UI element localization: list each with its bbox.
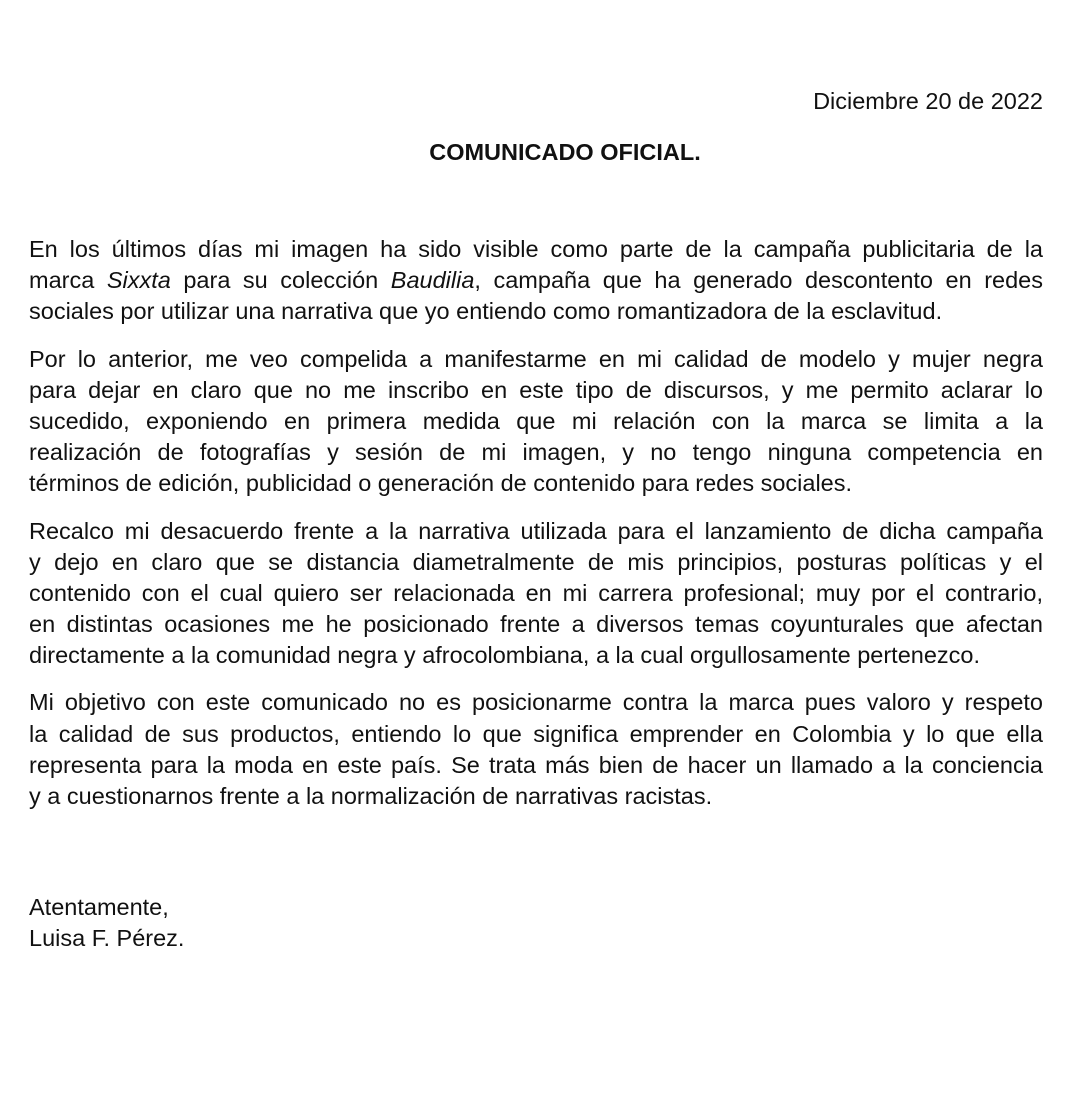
paragraph xyxy=(29,234,1043,328)
paragraph-line: Recalco mi desacuerdo frente a la narrativa utilizada para el lanzamiento de dicha campaña xyxy=(29,517,1043,544)
paragraph-line: y dejo en claro que se distancia diametralmente de mis principios, posturas políticas y el xyxy=(29,548,1043,575)
signature-name: Luisa F. Pérez. xyxy=(29,925,185,952)
paragraph xyxy=(29,344,1043,500)
paragraph-line: la calidad de sus productos, entiendo lo que significa emprender en Colombia y lo que ella xyxy=(29,720,1043,747)
paragraph-line: sociales por utilizar una narrativa que yo entiendo como romantizadora de la esclavitud. xyxy=(29,298,943,325)
italic-brand-name: Sixxta xyxy=(106,267,171,294)
paragraph-line: contenido con el cual quiero ser relacionada en mi carrera profesional; muy por el contrario, xyxy=(29,579,1043,606)
paragraph-line: En los últimos días mi imagen ha sido visible como parte de la campaña publicitaria de la xyxy=(29,236,1043,262)
paragraph-line: para dejar en claro que no me inscribo en este tipo de discursos, y me permito aclarar lo xyxy=(29,376,1043,403)
closing-block xyxy=(29,892,184,954)
document-date: Diciembre 20 de 2022 xyxy=(813,88,1043,114)
paragraph-line: directamente a la comunidad negra y afrocolombiana, a la cual orgullosamente pertenezco. xyxy=(29,642,981,669)
closing-salutation: Atentamente, xyxy=(29,894,169,920)
paragraph xyxy=(29,687,1043,812)
paragraph-line: sucedido, exponiendo en primera medida que mi relación con la marca se limita a la xyxy=(29,407,1043,434)
paragraph-line: marca Sixxta para su colección Baudilia, campaña que ha generado descontento en redes xyxy=(29,267,1043,294)
document-body xyxy=(29,234,1043,828)
italic-brand-name: Baudilia xyxy=(390,267,475,294)
paragraph-line: realización de fotografías y sesión de mi imagen, y no tengo ninguna competencia en xyxy=(29,439,1043,466)
paragraph xyxy=(29,516,1043,672)
paragraph-line: Por lo anterior, me veo compelida a manifestarme en mi calidad de modelo y mujer negra xyxy=(29,345,1043,372)
paragraph-line: en distintas ocasiones me he posicionado frente a diversos temas coyunturales que afectan xyxy=(29,611,1043,638)
paragraph-line: y a cuestionarnos frente a la normalización de narrativas racistas. xyxy=(29,783,713,809)
paragraph-line: representa para la moda en este país. Se trata más bien de hacer un llamado a la conciencia xyxy=(29,751,1043,778)
paragraph-line: Mi objetivo con este comunicado no es posicionarme contra la marca pues valoro y respeto xyxy=(29,689,1043,716)
paragraph-line: términos de edición, publicidad o generación de contenido para redes sociales. xyxy=(29,470,853,497)
document-title: COMUNICADO OFICIAL. xyxy=(429,139,701,165)
